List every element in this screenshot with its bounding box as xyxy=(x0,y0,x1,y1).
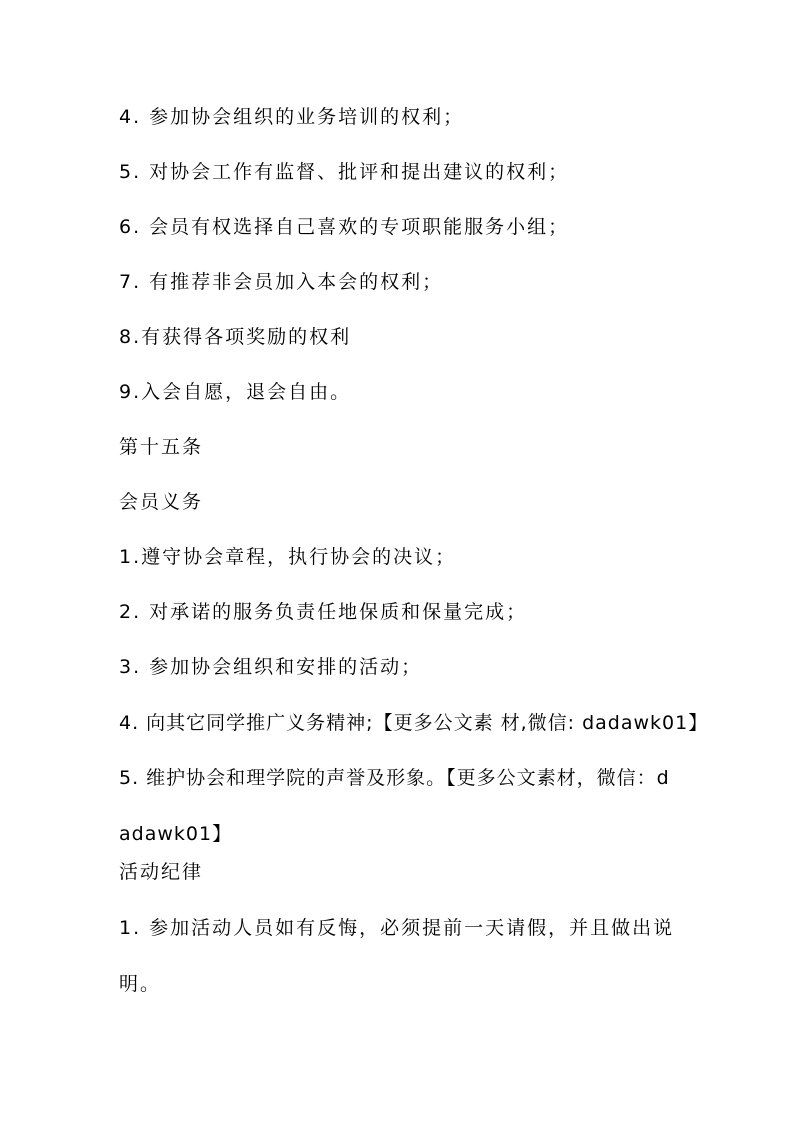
text-line: 6. 会员有权选择自己喜欢的专项职能服务小组； xyxy=(119,216,570,238)
text-line: 3. 参加协会组织和安排的活动； xyxy=(119,656,423,678)
text-line: 8.有获得各项奖励的权利 xyxy=(119,326,352,348)
paragraph: 1. 参加活动人员如有反悔，必须提前一天请假，并且做出说明。 xyxy=(119,917,675,995)
article-heading: 第十五条 xyxy=(119,436,204,458)
text-line: 2. 对承诺的服务负责任地保质和保量完成； xyxy=(119,601,528,623)
section-heading: 活动纪律 xyxy=(119,861,204,883)
text-line: 5. 对协会工作有监督、批评和提出建议的权利； xyxy=(119,161,570,183)
text-line: 7. 有推荐非会员加入本会的权利； xyxy=(119,271,444,293)
text-line: 1.遵守协会章程，执行协会的决议； xyxy=(119,546,457,568)
paragraph: 5. 维护协会和理学院的声誉及形象。【更多公文素材，微信：dadawk01】 xyxy=(119,767,670,845)
section-heading: 会员义务 xyxy=(119,491,204,513)
text-line: 4. 向其它同学推广义务精神;【更多公文素 材,微信: dadawk01】 xyxy=(119,712,709,734)
text-line: 9.入会自愿，退会自由。 xyxy=(119,381,352,403)
text-line: 4. 参加协会组织的业务培训的权利； xyxy=(119,106,465,128)
